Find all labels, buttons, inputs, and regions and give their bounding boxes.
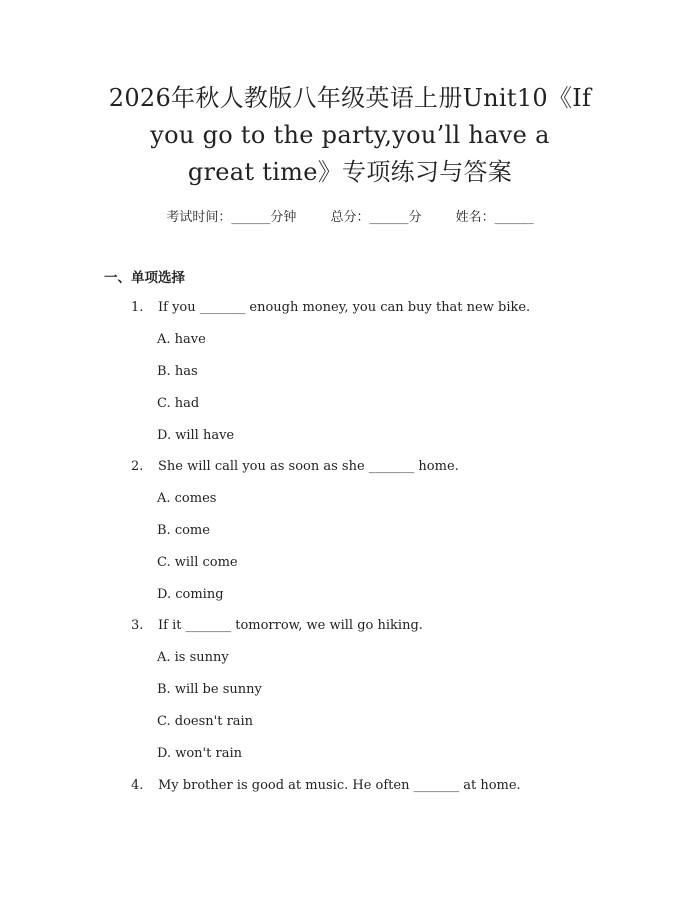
question-4 xyxy=(131,778,521,793)
option-1a: A. have xyxy=(157,332,206,347)
option-1c: C. had xyxy=(157,396,200,411)
question-text: My brother is good at music. He often _______ at home. xyxy=(158,778,521,793)
option-3c: C. doesn't rain xyxy=(157,714,254,729)
option-2a: A. comes xyxy=(157,491,217,506)
title-line-1: 2026年秋人教版八年级英语上册Unit10《If xyxy=(108,84,592,112)
option-1d: D. will have xyxy=(157,428,235,443)
option-2c: C. will come xyxy=(157,555,238,570)
option-2b: B. come xyxy=(157,523,210,538)
option-1b: B. has xyxy=(157,364,198,379)
question-2 xyxy=(131,459,459,474)
section-title: 一、单项选择 xyxy=(104,270,185,286)
option-3a: A. is sunny xyxy=(157,650,229,665)
exam-score: 总分：______分 xyxy=(330,210,422,225)
question-text: If you _______ enough money, you can buy that new bike. xyxy=(158,300,531,315)
question-number: 2. xyxy=(131,459,144,474)
title-line-3: great time》专项练习与答案 xyxy=(187,158,513,186)
question-number: 4. xyxy=(131,778,144,793)
question-3 xyxy=(131,618,423,633)
title-line-2: you go to the party,you’ll have a xyxy=(150,121,550,149)
exam-meta xyxy=(0,206,700,225)
exam-time: 考试时间：______分钟 xyxy=(166,210,297,225)
document-title xyxy=(70,80,630,191)
exam-name: 姓名：______ xyxy=(455,210,534,225)
option-3b: B. will be sunny xyxy=(157,682,262,697)
question-number: 3. xyxy=(131,618,144,633)
question-text: If it _______ tomorrow, we will go hiking. xyxy=(158,618,423,633)
option-2d: D. coming xyxy=(157,587,224,602)
question-number: 1. xyxy=(131,300,144,315)
question-1 xyxy=(131,300,530,315)
option-3d: D. won't rain xyxy=(157,746,242,761)
question-text: She will call you as soon as she _______ home. xyxy=(158,459,459,474)
